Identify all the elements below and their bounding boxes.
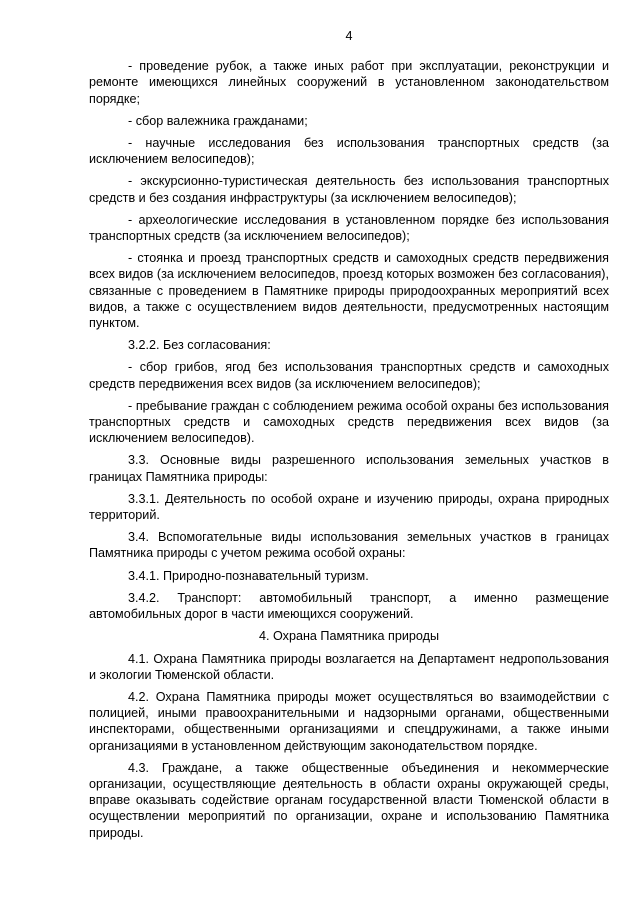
- list-item-presence: - пребывание граждан с соблюдением режима особой охраны без использования транспортных средств и самоходных средств передвижения всех видов (за исключением велосипедов).: [89, 398, 609, 446]
- clause-4-1: 4.1. Охрана Памятника природы возлагается на Департамент недропользования и экологии Тюменской области.: [89, 651, 609, 682]
- list-item-vehicles: - стоянка и проезд транспортных средств и самоходных средств передвижения всех видов (за исключением велосипедов, проезд которых возможен без согласования), связанные с проведением в Памятнике природы природоохранных мероприятий всех видов, а также с осуществлением видов деятельности, предусмотренных настоящим пунктом.: [89, 251, 609, 331]
- clause-3-4: 3.4. Вспомогательные виды использования земельных участков в границах Памятника природы с учетом режима особой охраны:: [89, 530, 609, 561]
- clause-4-3: 4.3. Граждане, а также общественные объединения и некоммерческие организации, осуществляющие деятельность в области охраны окружающей среды, вправе оказывать содействие органам государственной власти Тюменской области в осуществлении мероприятий по организации, охране и использованию Памятника природы.: [89, 760, 609, 840]
- list-item-research: - научные исследования без использования транспортных средств (за исключением велосипедов);: [89, 136, 609, 167]
- section-heading: 4. Охрана Памятника природы: [259, 629, 439, 644]
- page-number: 4: [345, 29, 353, 43]
- clause-4-2: 4.2. Охрана Памятника природы может осуществляться во взаимодействии с полицией, иными правоохранительными и надзорными органами, общественными инспекторами, общественными организациями и спецдружинами, а также иными организациями в установленном действующим законодательством порядке.: [89, 689, 609, 753]
- clause-3-2-2: 3.2.2. Без согласования:: [128, 338, 271, 353]
- clause-3-3-1: 3.3.1. Деятельность по особой охране и изучению природы, охрана природных территорий.: [89, 491, 609, 523]
- list-item-archaeology: - археологические исследования в установленном порядке без использования транспортных средств (за исключением велосипедов);: [89, 212, 609, 244]
- clause-3-4-2: 3.4.2. Транспорт: автомобильный транспорт, а именно размещение автомобильных дорог в части имеющихся сооружений.: [89, 590, 609, 622]
- clause-3-4-1: 3.4.1. Природно-познавательный туризм.: [128, 568, 369, 583]
- document-page: [89, 28, 609, 847]
- list-item-deadwood: - сбор валежника гражданами;: [128, 113, 308, 128]
- list-item-mushrooms: - сбор грибов, ягод без использования транспортных средств и самоходных средств передвижения всех видов (за исключением велосипедов);: [89, 360, 609, 391]
- list-item-logging: - проведение рубок, а также иных работ при эксплуатации, реконструкции и ремонте имеющихся линейных сооружений в установленном законодательством порядке;: [89, 59, 609, 106]
- clause-3-3: 3.3. Основные виды разрешенного использования земельных участков в границах Памятника природы:: [89, 453, 609, 484]
- list-item-tourism: - экскурсионно-туристическая деятельность без использования транспортных средств и без создания инфраструктуры (за исключением велосипедов);: [89, 174, 609, 205]
